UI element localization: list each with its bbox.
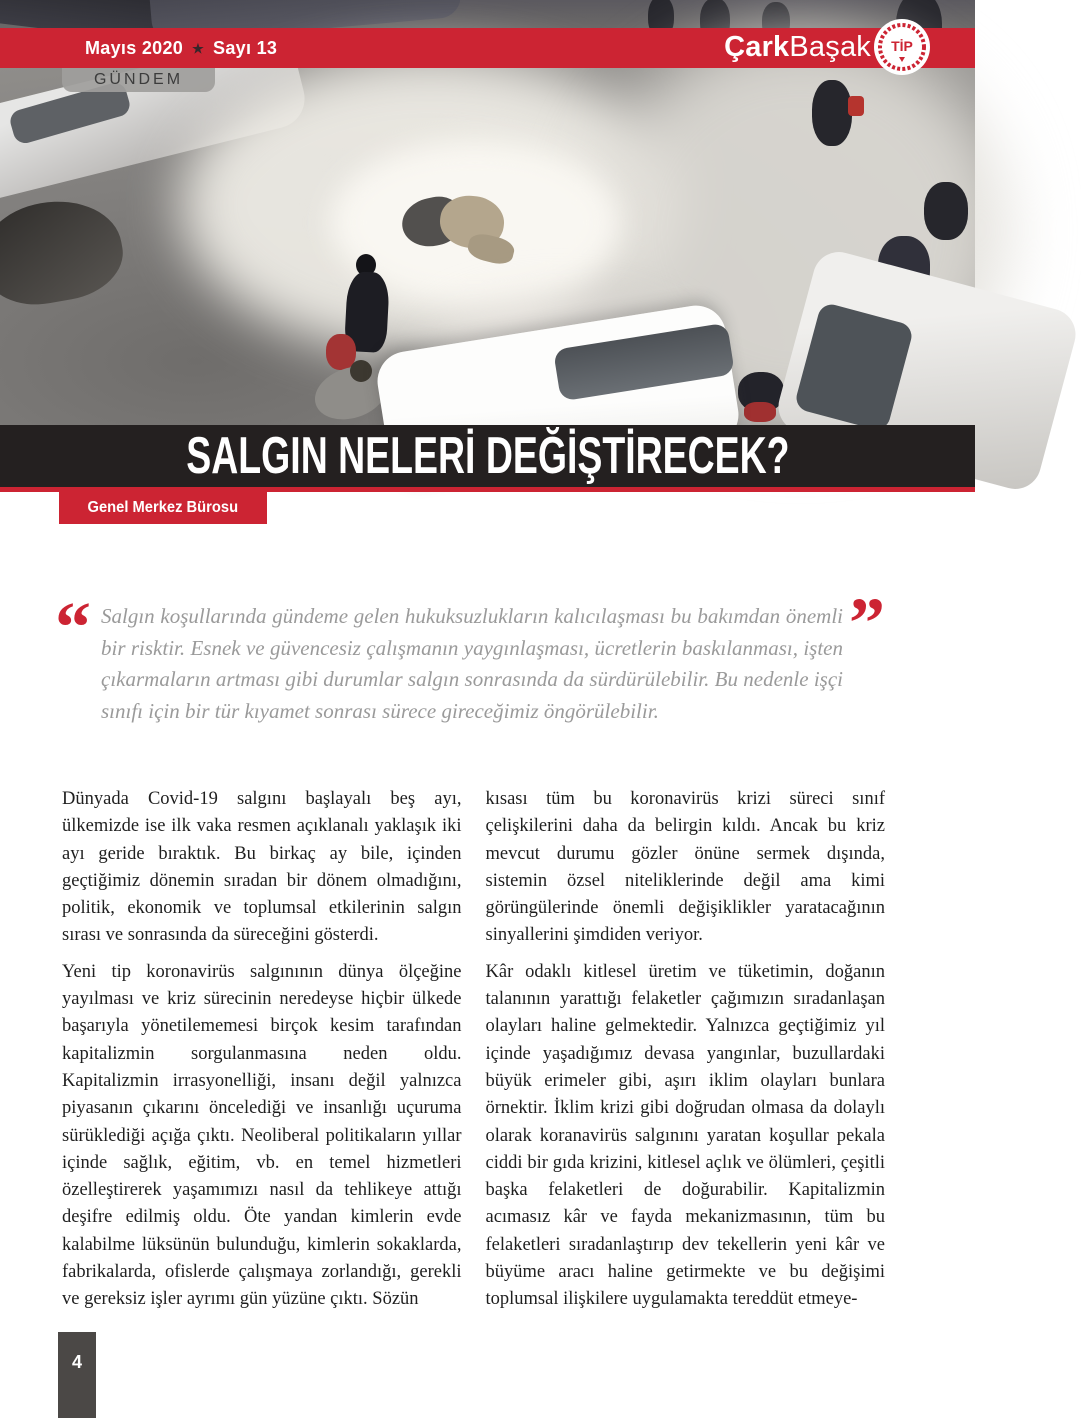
section-label: GÜNDEM <box>62 68 215 92</box>
left-column <box>62 786 462 1323</box>
page-number-tab <box>58 1332 96 1418</box>
close-quote-icon: ” <box>849 583 885 663</box>
masthead-bar <box>0 28 975 68</box>
article-title-banner <box>0 425 975 487</box>
page-number: 4 <box>71 1352 82 1372</box>
star-icon: ★ <box>192 40 205 56</box>
photo-person-gray-icon <box>350 360 372 382</box>
issue-date: Mayıs 2020 <box>85 37 184 58</box>
article-title: SALGIN NELERİ DEĞİŞTİRECEK? <box>185 427 790 485</box>
article-body <box>62 786 885 1323</box>
magazine-brand <box>724 31 871 64</box>
open-quote-icon: “ <box>55 587 91 667</box>
photo-trash-bin-icon <box>0 191 130 314</box>
right-column <box>486 786 886 1323</box>
byline-text: Genel Merkez Bürosu <box>87 499 239 516</box>
pull-quote <box>55 583 885 727</box>
issue-info <box>85 28 277 68</box>
photo-person-icon <box>812 80 852 146</box>
paragraph: Dünyada Covid-19 salgını başlayalı beş ayı, ülkemizde ise ilk vaka resmen açıklanalı yaklaşık iki ayı geride bıraktık. Bu birkaç ay bile, içinden geçtiğimiz dönemin sıradan bir dönem olmadığını, politik, ekonomik ve toplumsal etkilerinin salgın sırası ve sonrasında da süreceğini gösterdi. <box>62 789 462 946</box>
paragraph: kısası tüm bu koronavirüs krizi süreci sınıf çelişkilerini daha da belirgin kıldı. Ancak bu kriz mevcut durumu gözler önüne sermek dışında, sistemin özsel niteliklerinde değil ama kimi görüngülerinde önemli değişiklikler yaratacağının sinyallerini şimdiden veriyor. <box>485 789 885 946</box>
photo-person-icon <box>924 182 968 240</box>
issue-number: Sayı 13 <box>213 37 278 58</box>
paragraph: Kâr odaklı kitlesel üretim ve tüketimin, doğanın talanının yarattığı felaketler çağımızın sıradanlaşan olayları haline gelmektedir. Yalnızca geçtiğimiz yıl içinde yaşadığımız devasa yangınlar, buzullardaki büyük erimeler gibi, aşırı iklim olayları bunlara örnektir. İklim krizi gibi doğrudan olmasa da dolaylı olarak koranavirüs salgınını yaratan koşullar pekala ciddi bir gıda krizini, kitlesel açlık ve ölümleri, çeşitli başka felaketleri de doğurabilir. Kapitalizmin acımasız kâr ve fayda mekanizmasının, tüm bu felaketleri sıradanlaştırıp dev tekellerin yeni kâr ve büyüme aracı haline getirmekte ve bu değişimi toplumsal ilişkilere uygulamakta tereddüt etmeye- <box>485 961 885 1310</box>
brand-bold-part: Çark <box>724 31 790 63</box>
photo-person-red-icon <box>744 402 776 422</box>
pull-quote-text: Salgın koşullarında gündeme gelen hukuksuzlukların kalıcılaşması bu bakımdan önemli bir risktir. Esnek ve güvencesiz çalışmanın yaygınlaşması, ücretlerin baskılanması, işten çıkarmaların artması gibi durumlar salgın sonrasında da sürdürülebilir. Bu nedenle işçi sınıfı için bir tür kıyamet sonrası sürece gireceğimiz öngörülebilir. <box>101 604 843 723</box>
paragraph: Yeni tip koronavirüs salgınının dünya ölçeğine yayılması ve kriz sürecinin neredeyse hiçbir ülkede başarıyla yönetilememesi birçok kesim tarafından kapitalizmin sorgulanmasına neden oldu. Kapitalizmin irrasyonelliği, insanı değil yalnızca piyasanın çıkarını öncelediği ve insanlığı uçuruma sürüklediği açığa çıktı. Neoliberal politikaların yıllar içinde sağlık, eğitim, vb. en temel hizmetleri özelleştirerek yaşamımızı nasıl da tehlikeye attığı deşifre edilmiş oldu. Öte yandan kimlerin evde kalabilme lüksünün bulunduğu, kimlerin sokaklarda, fabrikalarda, ofislerde çalışmaya zorlandığı, gerekli ve gereksiz işler ayrımı gün yüzüne çıktı. Sözün <box>62 961 462 1310</box>
tip-party-logo-icon <box>872 17 932 77</box>
byline-badge <box>59 492 267 524</box>
photo-red-bag <box>848 96 864 116</box>
brand-light-part: Başak <box>789 31 871 63</box>
logo-text: TİP <box>891 38 913 54</box>
